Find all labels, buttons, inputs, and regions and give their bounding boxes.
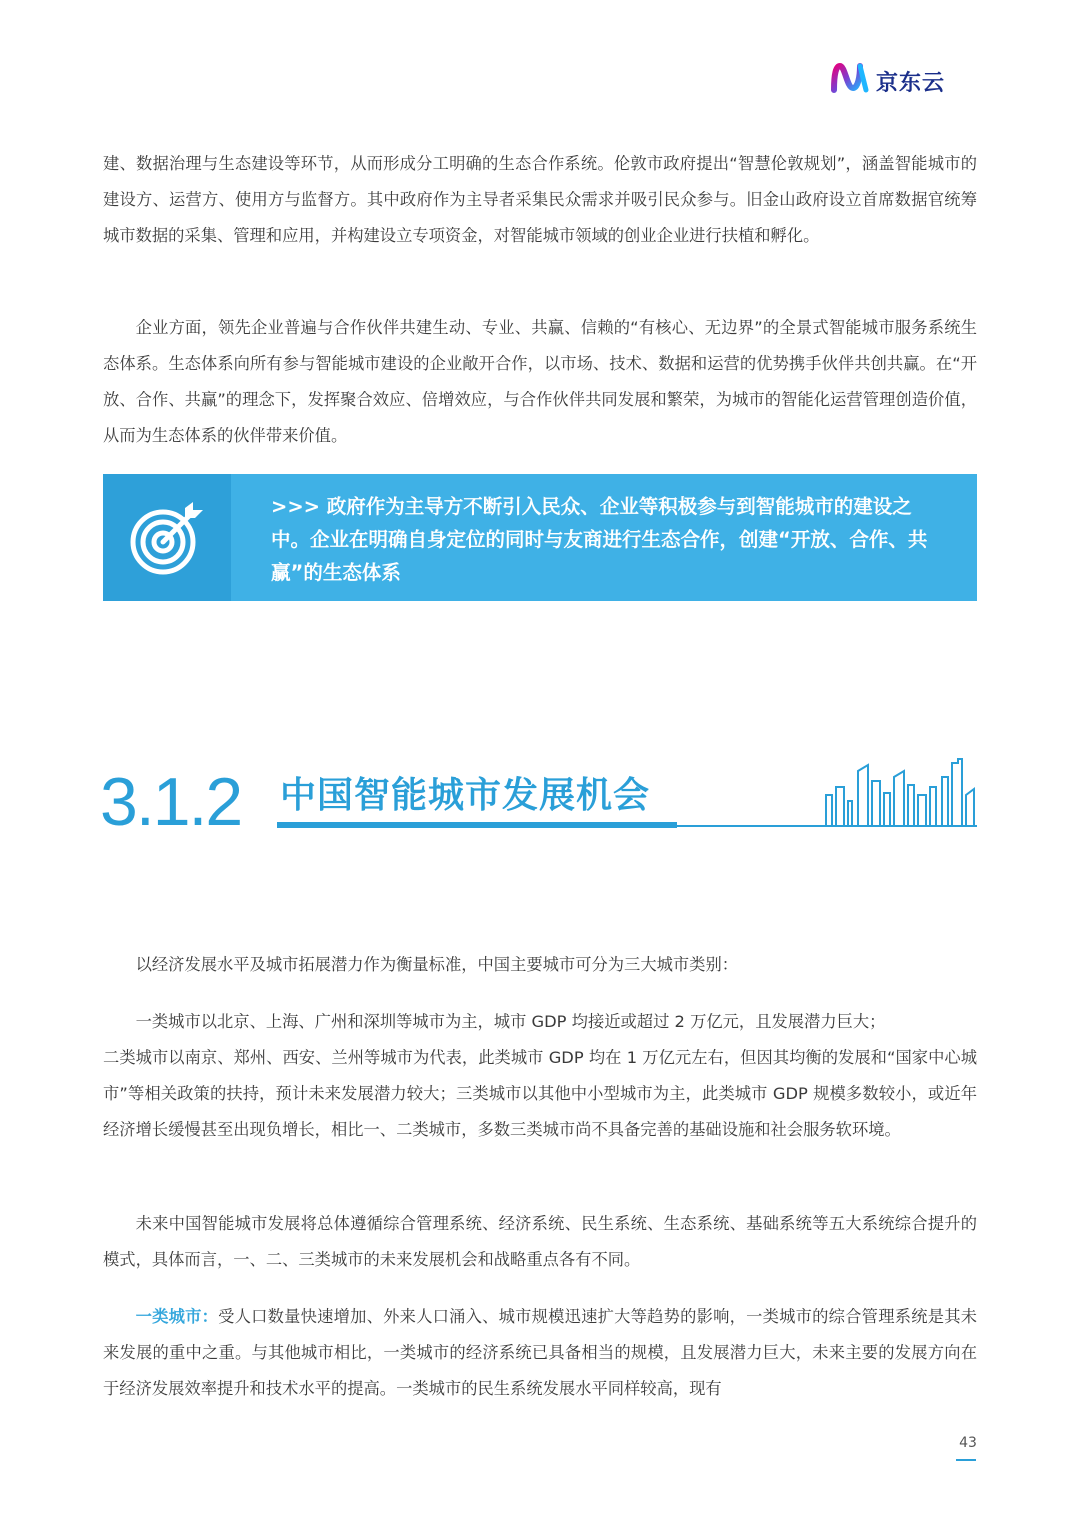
- section-title-underline: [277, 822, 677, 828]
- paragraph-1: 建、数据治理与生态建设等环节，从而形成分工明确的生态合作系统。伦敦市政府提出“智慧伦敦规划”，涵盖智能城市的建设方、运营方、使用方与监督方。其中政府作为主导者采集民众需求并吸引民众参与。旧金山政府设立首席数据官统筹城市数据的采集、管理和应用，并构建设立专项资金，对智能城市领域的创业企业进行扶植和孵化。: [103, 154, 977, 245]
- callout-box: [103, 474, 977, 601]
- callout-text: >>> 政府作为主导方不断引入民众、企业等积极参与到智能城市的建设之中。企业在明确自身定位的同时与友商进行生态合作，创建“开放、合作、共赢”的生态体系: [271, 495, 928, 584]
- tier1-label: 一类城市：: [135, 1307, 219, 1326]
- paragraph-4: 一类城市以北京、上海、广州和深圳等城市为主，城市 GDP 均接近或超过 2 万亿元，且发展潜力巨大；: [135, 1012, 886, 1031]
- tier1-text: 受人口数量快速增加、外来人口涌入、城市规模迅速扩大等趋势的影响，一类城市的综合管理系统是其未来发展的重中之重。与其他城市相比，一类城市的经济系统已具备相当的规模，且发展潜力巨大，未来主要的发展方向在于经济发展效率提升和技术水平的提高。一类城市的民生系统发展水平同样较高，现有: [103, 1307, 977, 1398]
- page-number: 43: [959, 1435, 977, 1451]
- target-icon: [127, 498, 207, 578]
- section-number: 3.1.2: [100, 764, 242, 840]
- paragraph-2: 企业方面，领先企业普遍与合作伙伴共建生动、专业、共赢、信赖的“有核心、无边界”的全景式智能城市服务系统生态体系。生态体系向所有参与智能城市建设的企业敞开合作，以市场、技术、数据和运营的优势携手伙伴共创共赢。在“开放、合作、共赢”的理念下，发挥聚合效应、倍增效应，与合作伙伴共同发展和繁荣，为城市的智能化运营管理创造价值，从而为生态体系的伙伴带来价值。: [103, 318, 977, 445]
- paragraph-7: [103, 1299, 977, 1407]
- paragraph-3: 以经济发展水平及城市拓展潜力作为衡量标准，中国主要城市可分为三大城市类别：: [135, 955, 739, 974]
- callout-icon-cell: [103, 474, 231, 601]
- paragraph-5: 二类城市以南京、郑州、西安、兰州等城市为代表，此类城市 GDP 均在 1 万亿元左右，但因其均衡的发展和“国家中心城市”等相关政策的扶持，预计未来发展潜力较大；三类城市以其他中小型城市为主，此类城市 GDP 规模多数较小，或近年经济增长缓慢甚至出现负增长，相比一、二类城市，多数三类城市尚不具备完善的基础设施和社会服务软环境。: [103, 1048, 977, 1139]
- city-skyline-icon: [822, 757, 980, 827]
- logo-text: 京东云: [876, 71, 946, 96]
- paragraph-6: 未来中国智能城市发展将总体遵循综合管理系统、经济系统、民生系统、生态系统、基础系统等五大系统综合提升的模式，具体而言，一、二、三类城市的未来发展机会和战略重点各有不同。: [103, 1214, 977, 1269]
- jd-cloud-logo-icon: [828, 60, 872, 96]
- page-number-underline: [956, 1459, 976, 1461]
- jd-cloud-logo: [828, 60, 958, 100]
- section-title: 中国智能城市发展机会: [280, 775, 651, 816]
